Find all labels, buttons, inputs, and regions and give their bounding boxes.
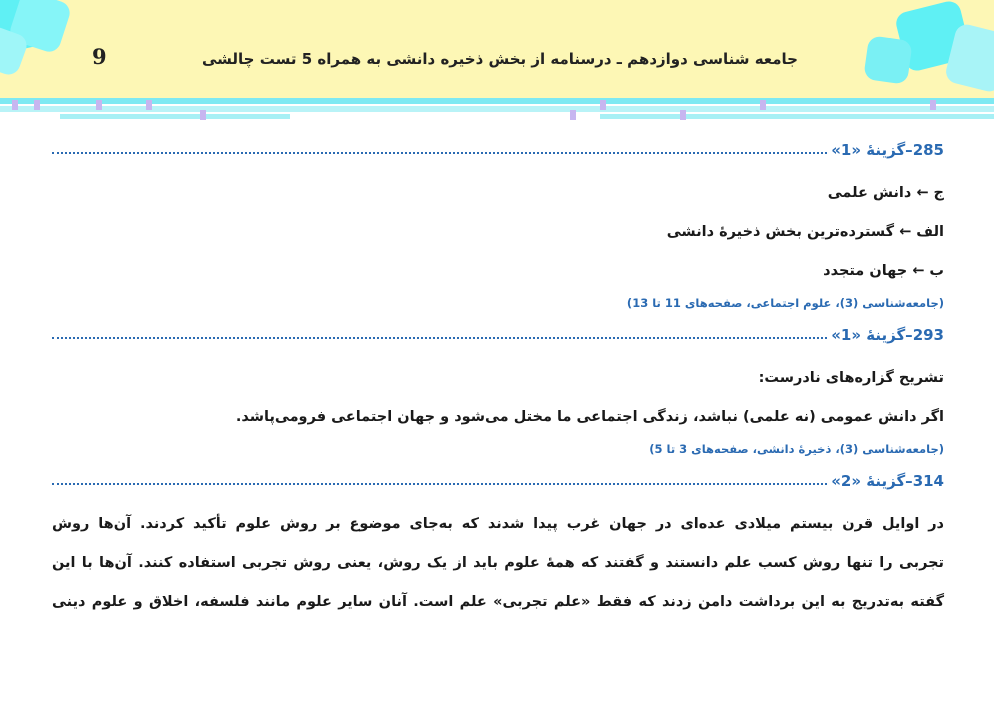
- source-reference: (جامعه‌شناسی (3)، ذخیرۀ دانشی، صفحه‌های 3 تا 5): [649, 442, 944, 456]
- paragraph-line: در اوایل قرن بیستم میلادی عده‌ای در جهان غرب پیدا شدند که به‌جای موضوع بر روش علوم تأکید کردند. آن‌ها روش: [52, 516, 944, 532]
- strip-tick: [34, 100, 40, 110]
- paragraph-line: گفته به‌تدریج به این برداشت دامن زدند که فقط «علم تجربی» علم است. آنان سایر علوم مانند فلسفه، اخلاق و علوم دینی: [52, 594, 944, 610]
- dotted-leader: [52, 483, 827, 485]
- decor-square: [863, 35, 913, 85]
- answer-heading: [52, 467, 944, 495]
- strip-tick: [570, 110, 576, 120]
- answer-line: الف ← گسترده‌ترین بخش ذخیرۀ دانشی: [666, 224, 944, 240]
- strip-tick: [600, 100, 606, 110]
- page-header: [0, 0, 994, 122]
- strip-tick: [12, 100, 18, 110]
- strip-tick: [146, 100, 152, 110]
- strip-tick: [200, 110, 206, 120]
- answer-line: ج ← دانش علمی: [827, 185, 944, 201]
- strip-tick: [760, 100, 766, 110]
- dotted-leader: [52, 152, 827, 154]
- strip-tick: [930, 100, 936, 110]
- answer-content: [52, 136, 944, 622]
- paragraph-line: تجربی را تنها روش کسب علم دانستند و گفتند که همۀ علوم باید از یک روش، یعنی روش تجربی استفاده کنند. آن‌ها با این: [52, 555, 944, 571]
- answer-line: اگر دانش عمومی (نه علمی) نباشد، زندگی اجتماعی ما مختل می‌شود و جهان اجتماعی فرومی‌پاشد.: [235, 409, 944, 425]
- answer-heading: [52, 321, 944, 349]
- answer-paragraph: [52, 505, 944, 622]
- page-title: جامعه شناسی دوازدهم ـ درسنامه از بخش ذخیره دانشی به همراه 5 تست چالشی: [201, 50, 798, 68]
- answer-line: تشریح گزاره‌های نادرست:: [758, 370, 944, 386]
- page-number: 9: [92, 44, 107, 69]
- answer-line: ب ← جهان متجدد: [823, 263, 944, 279]
- strip-tick: [680, 110, 686, 120]
- header-strip: [600, 114, 994, 119]
- answer-label: 314–گزینۀ «2»: [831, 472, 944, 490]
- dotted-leader: [52, 337, 827, 339]
- strip-tick: [96, 100, 102, 110]
- answer-label: 285–گزینۀ «1»: [831, 141, 944, 159]
- header-strip: [60, 114, 290, 119]
- source-reference: (جامعه‌شناسی (3)، علوم اجتماعی، صفحه‌های 11 تا 13): [626, 296, 944, 310]
- answer-heading: [52, 136, 944, 164]
- answer-label: 293–گزینۀ «1»: [831, 326, 944, 344]
